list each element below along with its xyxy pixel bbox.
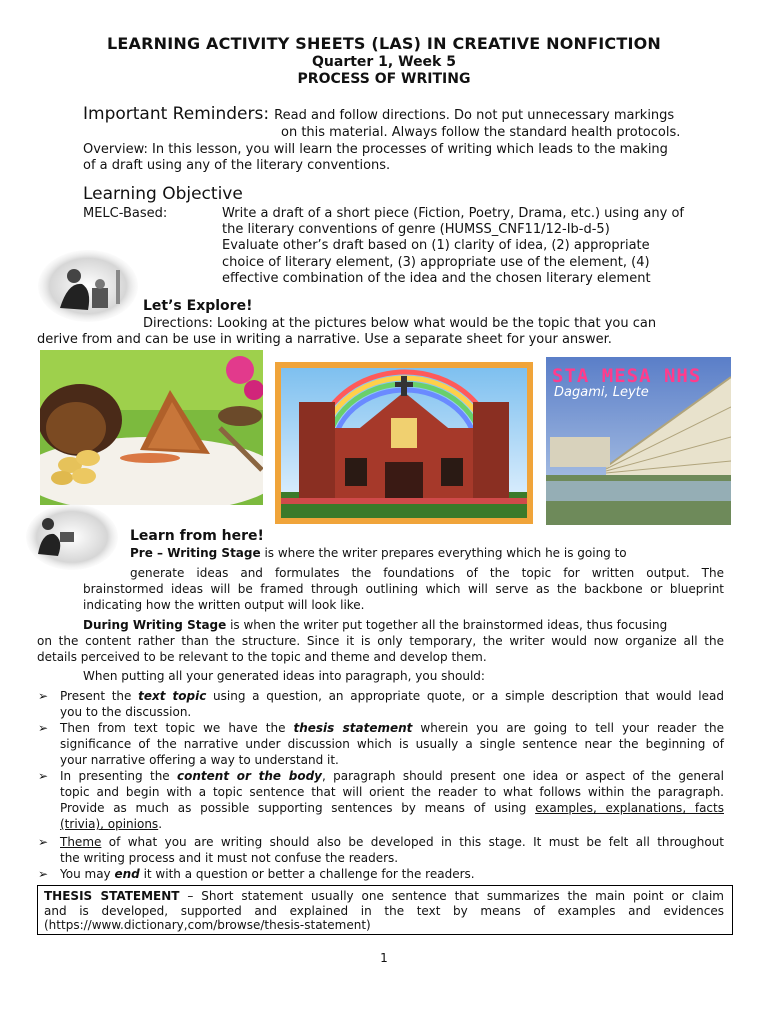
page-title: LEARNING ACTIVITY SHEETS (LAS) IN CREATIVE NONFICTION	[106, 34, 661, 53]
definition-box	[37, 885, 733, 935]
reading-person-clipart	[26, 504, 118, 570]
definition-term: THESIS STATEMENT	[44, 889, 180, 903]
definition-line-1: THESIS STATEMENT – Short statement usually one sentence that summarizes the main point or claim	[44, 889, 724, 903]
during-writing-term: During Writing Stage	[83, 618, 227, 632]
bullet-marker-3: ➢	[38, 769, 49, 783]
during-writing-line-3: details perceived to be relevant to the topic and theme and develop them.	[37, 650, 487, 664]
during-writing-line-2: on the content rather than the structure. Since it is only temporary, the writer would now organize all the	[37, 634, 724, 648]
bullet-4-line-2: the writing process and it must not confuse the readers.	[60, 851, 399, 865]
bullet-1-line-1: Present the text topic using a question, an appropriate quote, or a simple description that would lead	[60, 689, 724, 703]
content-body-term: content or the body	[177, 769, 322, 783]
explore-directions-1: Directions: Looking at the pictures below what would be the topic that you can	[143, 316, 657, 331]
church-picture	[275, 362, 533, 524]
overview-line-1: Overview: In this lesson, you will learn the processes of writing which leads to the making	[83, 142, 668, 157]
supporting-examples-text: examples, explanations, facts	[535, 801, 724, 815]
thinking-person-clipart	[38, 250, 138, 322]
school-place: Dagami, Leyte	[554, 385, 649, 400]
bullet-4-line-1: Theme of what you are writing should also be developed in this stage. It must be felt all throughout	[60, 835, 724, 849]
bullet-marker-5: ➢	[38, 867, 49, 881]
theme-term: Theme	[60, 835, 102, 849]
page-subtitle: PROCESS OF WRITING	[297, 71, 471, 87]
page-number: 1	[380, 951, 388, 965]
thesis-statement-term: thesis statement	[293, 721, 413, 735]
pre-writing-line-1: Pre – Writing Stage is where the writer prepares everything which he is going to	[130, 546, 627, 560]
bullet-2-line-3: your narrative offering a way to understand it.	[60, 753, 339, 767]
during-writing-line-1: During Writing Stage is when the writer put together all the brainstormed ideas, thus focusing	[83, 618, 668, 632]
bullet-3-line-2: topic and begin with a topic sentence that will orient the reader to what follows within the paragraph.	[60, 785, 724, 799]
bullet-3-line-1: In presenting the content or the body, paragraph should present one idea or aspect of the general	[60, 769, 724, 783]
bullet-3-line-3: Provide as much as possible supporting sentences by means of using examples, explanations, facts	[60, 801, 724, 815]
bullet-5-line-1: You may end it with a question or better a challenge for the readers.	[60, 867, 475, 881]
definition-line-2: and is developed, supported and explained in the text by means of examples and evidences	[44, 904, 724, 918]
reminders-line1	[83, 104, 674, 124]
objective-line-4: choice of literary element, (3) appropriate use of the element, (4)	[222, 255, 650, 270]
definition-source: (https://www.dictionary,com/browse/thesis-statement)	[44, 918, 371, 932]
school-sign: STA MESA NHS	[552, 365, 702, 387]
pre-writing-line-2: generate ideas and formulates the foundations of the topic for written output. The	[130, 566, 724, 580]
text-topic-term: text topic	[138, 689, 207, 703]
quarter-label: Quarter 1, Week 5	[312, 54, 456, 70]
objective-line-5: effective combination of the idea and the chosen literary element	[222, 271, 651, 286]
objective-line-1: Write a draft of a short piece (Fiction, Poetry, Drama, etc.) using any of	[222, 206, 684, 221]
reminders-text-2: on this material. Always follow the standard health protocols.	[281, 125, 681, 140]
bullet-2-line-1: Then from text topic we have the thesis statement wherein you are going to tell your reader the	[60, 721, 724, 735]
bullet-marker-1: ➢	[38, 689, 49, 703]
objective-line-3: Evaluate other’s draft based on (1) clarity of idea, (2) appropriate	[222, 238, 650, 253]
objective-line-2: the literary conventions of genre (HUMSS_CNF11/12-Ib-d-5)	[222, 222, 610, 237]
reminders-heading: Important Reminders:	[83, 104, 270, 124]
reminders-text-1: Read and follow directions. Do not put unnecessary markings	[274, 108, 675, 123]
bullet-marker-2: ➢	[38, 721, 49, 735]
pre-writing-line-4: indicating how the written output will look like.	[83, 598, 365, 612]
explore-directions-2: derive from and can be use in writing a narrative. Use a separate sheet for your answer.	[37, 332, 612, 347]
pre-writing-term: Pre – Writing Stage	[130, 546, 261, 560]
food-picture	[40, 350, 263, 505]
bullet-1-line-2: you to the discussion.	[60, 705, 192, 719]
bullet-2-line-2: significance of the narrative under discussion which is usually a single sentence near the beginning of	[60, 737, 724, 751]
bullet-3-line-4: (trivia), opinions.	[60, 817, 163, 831]
pre-writing-line-3: brainstormed ideas will be framed through outlining which will serve as the backbone or blueprint	[83, 582, 724, 596]
trivia-opinions-text: (trivia), opinions	[60, 817, 159, 831]
explore-heading: Let’s Explore!	[143, 298, 253, 314]
learn-heading: Learn from here!	[130, 528, 264, 544]
melc-label: MELC-Based:	[83, 206, 168, 221]
bullet-marker-4: ➢	[38, 835, 49, 849]
end-term: end	[114, 867, 140, 881]
paragraph-intro: When putting all your generated ideas into paragraph, you should:	[83, 669, 485, 683]
objective-heading: Learning Objective	[83, 184, 243, 204]
overview-line-2: of a draft using any of the literary conventions.	[83, 158, 391, 173]
